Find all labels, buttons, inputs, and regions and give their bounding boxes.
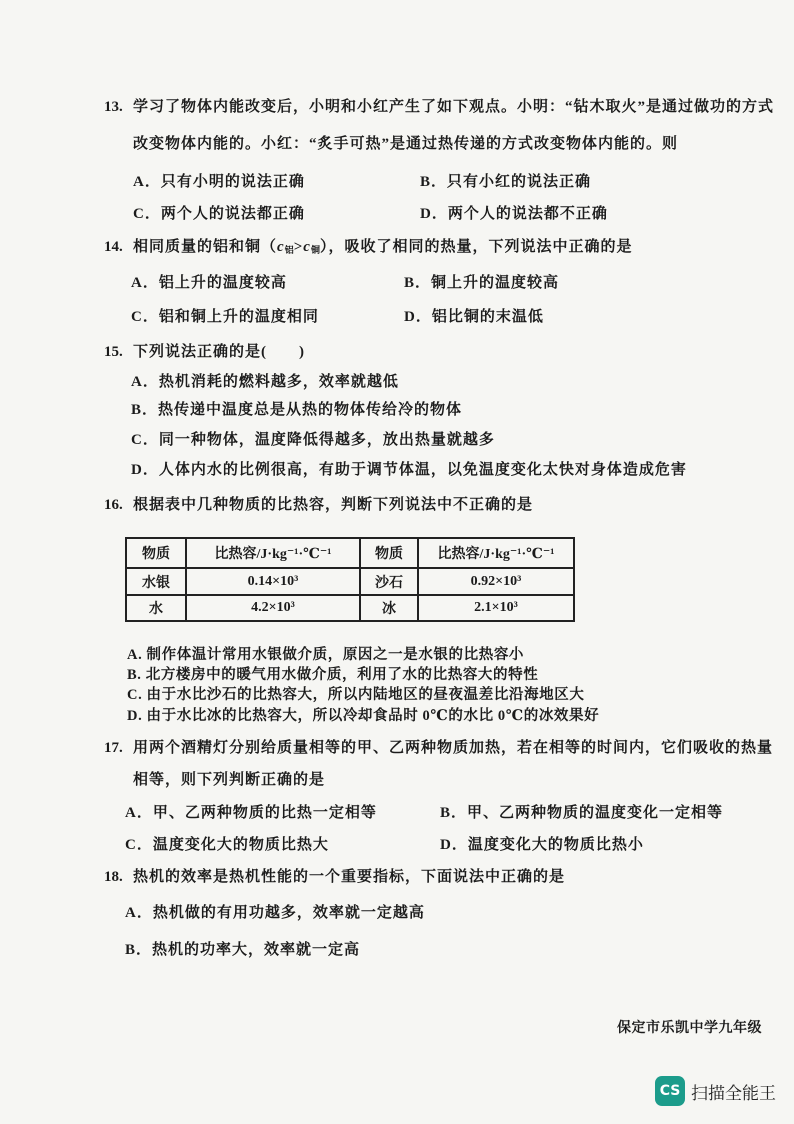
question-16-option-d: D. 由于水比冰的比热容大，所以冷却食品时 0℃的水比 0℃的冰效果好 (127, 708, 600, 724)
question-15-option-a: A．热机消耗的燃料越多，效率就越低 (131, 374, 399, 390)
question-17-option-d: D．温度变化大的物质比热小 (440, 837, 644, 853)
question-17-option-c: C．温度变化大的物质比热大 (125, 837, 329, 853)
question-13-stem: 学习了物体内能改变后，小明和小红产生了如下观点。小明：“钻木取火”是通过做功的方式改变物体内能的。小红：“炙手可热”是通过热传递的方式改变物体内能的。则 (133, 99, 775, 152)
question-15-option-b: B．热传递中温度总是从热的物体传给冷的物体 (131, 402, 463, 418)
greater-than-sign: > (293, 239, 304, 255)
table-cell: 水银 (126, 568, 186, 595)
subscript-al: 铝 (284, 245, 294, 255)
question-18-option-b: B．热机的功率大，效率就一定高 (125, 942, 361, 958)
table-cell: 2.1×10³ (418, 595, 574, 621)
table-cell: 水 (126, 595, 186, 621)
table-header-cell: 物质 (126, 538, 186, 568)
question-14-stem (133, 237, 632, 260)
table-row (126, 595, 574, 621)
table-header-cell: 比热容/J·kg⁻¹·℃⁻¹ (418, 538, 574, 568)
table-cell: 冰 (360, 595, 418, 621)
specific-heat-table (125, 537, 575, 622)
question-18-option-a: A．热机做的有用功越多，效率就一定越高 (125, 905, 425, 921)
question-13-option-d: D．两个人的说法都不正确 (420, 206, 608, 222)
question-18-stem: 热机的效率是热机性能的一个重要指标，下面说法中正确的是 (133, 869, 566, 885)
question-13-option-c: C．两个人的说法都正确 (133, 206, 305, 222)
specific-heat-symbol-al: c (277, 239, 285, 255)
question-17-option-a: A．甲、乙两种物质的比热一定相等 (125, 805, 377, 821)
question-14-stem-pre: 相同质量的铝和铜（ (133, 239, 278, 255)
question-14-option-d: D．铝比铜的末温低 (404, 309, 544, 325)
question-15-number: 15. (104, 344, 123, 360)
question-13-option-b: B．只有小红的说法正确 (420, 174, 592, 190)
table-header-cell: 物质 (360, 538, 418, 568)
question-14-option-c: C．铝和铜上升的温度相同 (131, 309, 319, 325)
question-15-option-d: D．人体内水的比例很高，有助于调节体温，以免温度变化太快对身体造成危害 (131, 462, 687, 478)
question-16-stem: 根据表中几种物质的比热容，判断下列说法中不正确的是 (133, 497, 534, 513)
table-cell: 沙石 (360, 568, 418, 595)
question-17-option-b: B．甲、乙两种物质的温度变化一定相等 (440, 805, 724, 821)
question-14-option-a: A．铝上升的温度较高 (131, 275, 287, 291)
question-16-option-b: B. 北方楼房中的暖气用水做介质，利用了水的比热容大的特性 (127, 667, 539, 683)
question-16-option-c: C. 由于水比沙石的比热容大，所以内陆地区的昼夜温差比沿海地区大 (127, 687, 585, 703)
question-13-option-a: A．只有小明的说法正确 (133, 174, 305, 190)
scanner-watermark (655, 1076, 776, 1106)
question-17-number: 17. (104, 740, 123, 756)
specific-heat-symbol-cu: c (303, 239, 311, 255)
table-header-cell: 比热容/J·kg⁻¹·℃⁻¹ (186, 538, 360, 568)
page-footer-school: 保定市乐凯中学九年级 (617, 1021, 762, 1036)
table-cell: 0.14×10³ (186, 568, 360, 595)
camscanner-logo-icon: CS (655, 1076, 685, 1106)
question-18-number: 18. (104, 869, 123, 885)
question-16-option-a: A. 制作体温计常用水银做介质，原因之一是水银的比热容小 (127, 647, 525, 663)
question-13-number: 13. (104, 99, 123, 115)
question-14-option-b: B．铜上升的温度较高 (404, 275, 560, 291)
table-row (126, 568, 574, 595)
table-header-row (126, 538, 574, 568)
question-14-number: 14. (104, 239, 123, 255)
subscript-cu: 铜 (310, 245, 320, 255)
question-15-option-c: C．同一种物体，温度降低得越多，放出热量就越多 (131, 432, 495, 448)
scanner-app-name: 扫描全能王 (691, 1083, 776, 1104)
question-17-stem: 用两个酒精灯分别给质量相等的甲、乙两种物质加热，若在相等的时间内，它们吸收的热量相等，则下列判断正确的是 (133, 740, 774, 788)
table-cell: 4.2×10³ (186, 595, 360, 621)
question-16-number: 16. (104, 497, 123, 513)
question-14-stem-post: ），吸收了相同的热量，下列说法中正确的是 (319, 239, 633, 255)
question-15-stem: 下列说法正确的是( ) (133, 344, 305, 360)
table-cell: 0.92×10³ (418, 568, 574, 595)
